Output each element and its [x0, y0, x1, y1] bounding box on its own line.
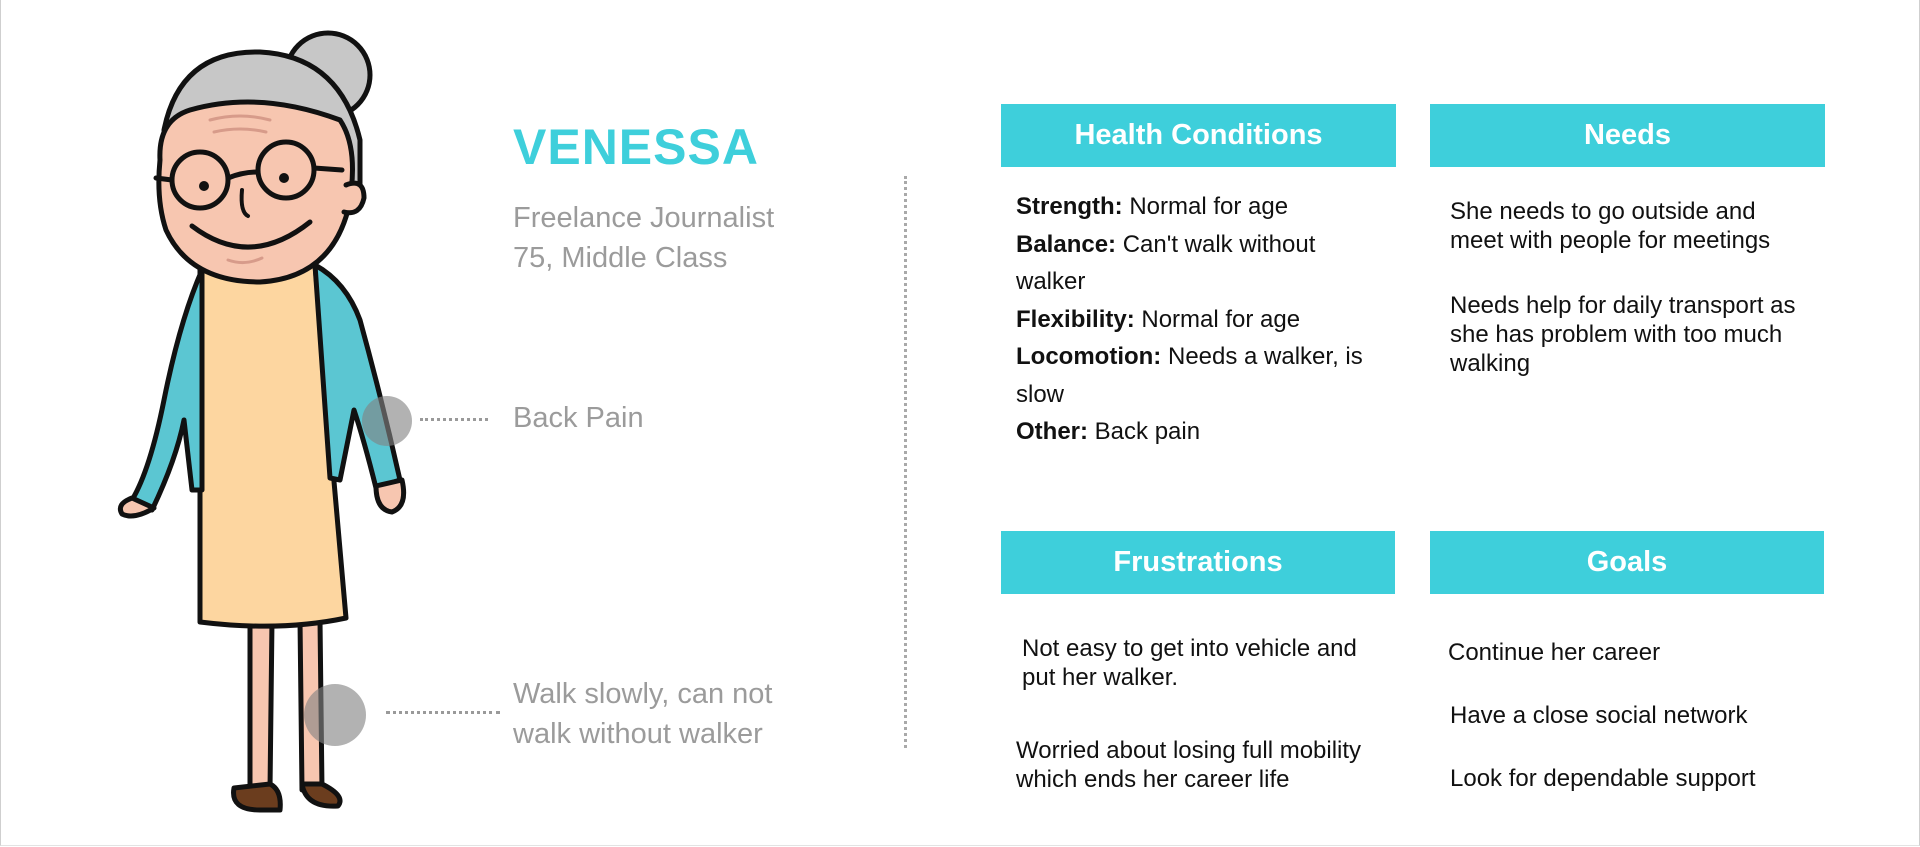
persona-occupation: Freelance Journalist [513, 202, 775, 234]
needs-item: She needs to go outside and meet with people for meetings [1450, 198, 1771, 254]
goals-item: Continue her career [1448, 639, 1661, 666]
health-item-value: Can't walk without walker [1016, 230, 1316, 295]
callout-walking [513, 674, 772, 754]
health-item-key: Balance: [1016, 230, 1117, 258]
persona-name: VENESSA [513, 119, 759, 175]
health-item-key: Strength: [1016, 193, 1123, 220]
legs-connector [386, 711, 500, 714]
health-item [1016, 338, 1396, 413]
frustrations-header: Frustrations [1001, 531, 1395, 594]
back-pain-connector [420, 418, 488, 421]
goals-item: Look for dependable support [1450, 765, 1756, 792]
health-item-value: Normal for age [1134, 305, 1301, 333]
health-item [1016, 226, 1356, 301]
health-item [1016, 301, 1396, 339]
callout-walking-line1: Walk slowly, can not [513, 678, 773, 710]
health-item-key: Flexibility: [1016, 305, 1135, 333]
back-pain-marker [362, 396, 412, 446]
health-item [1016, 413, 1396, 451]
frustrations-item: Not easy to get into vehicle and put her walker. [1022, 635, 1357, 691]
needs-header: Needs [1430, 104, 1825, 167]
callout-back-pain: Back Pain [513, 402, 644, 434]
health-item [1016, 188, 1396, 226]
health-item-value: Back pain [1088, 418, 1201, 445]
callout-walking-line2: walk without walker [513, 718, 763, 750]
needs-item: Needs help for daily transport as she has problem with too much walking [1450, 292, 1796, 377]
health-item-value: Normal for age [1122, 193, 1289, 220]
health-item-key: Other: [1016, 418, 1088, 445]
vertical-divider [904, 176, 907, 748]
goals-header: Goals [1430, 531, 1824, 594]
health-item-value: Needs a walker, is slow [1016, 343, 1363, 408]
persona-demographics: 75, Middle Class [513, 242, 728, 274]
goals-item: Have a close social network [1450, 702, 1748, 729]
legs-marker [304, 684, 366, 746]
frustrations-item: Worried about losing full mobility which ends her career life [1016, 737, 1362, 793]
health-conditions-list [1016, 188, 1396, 451]
health-item-key: Locomotion: [1016, 343, 1162, 370]
health-conditions-header: Health Conditions [1001, 104, 1396, 167]
